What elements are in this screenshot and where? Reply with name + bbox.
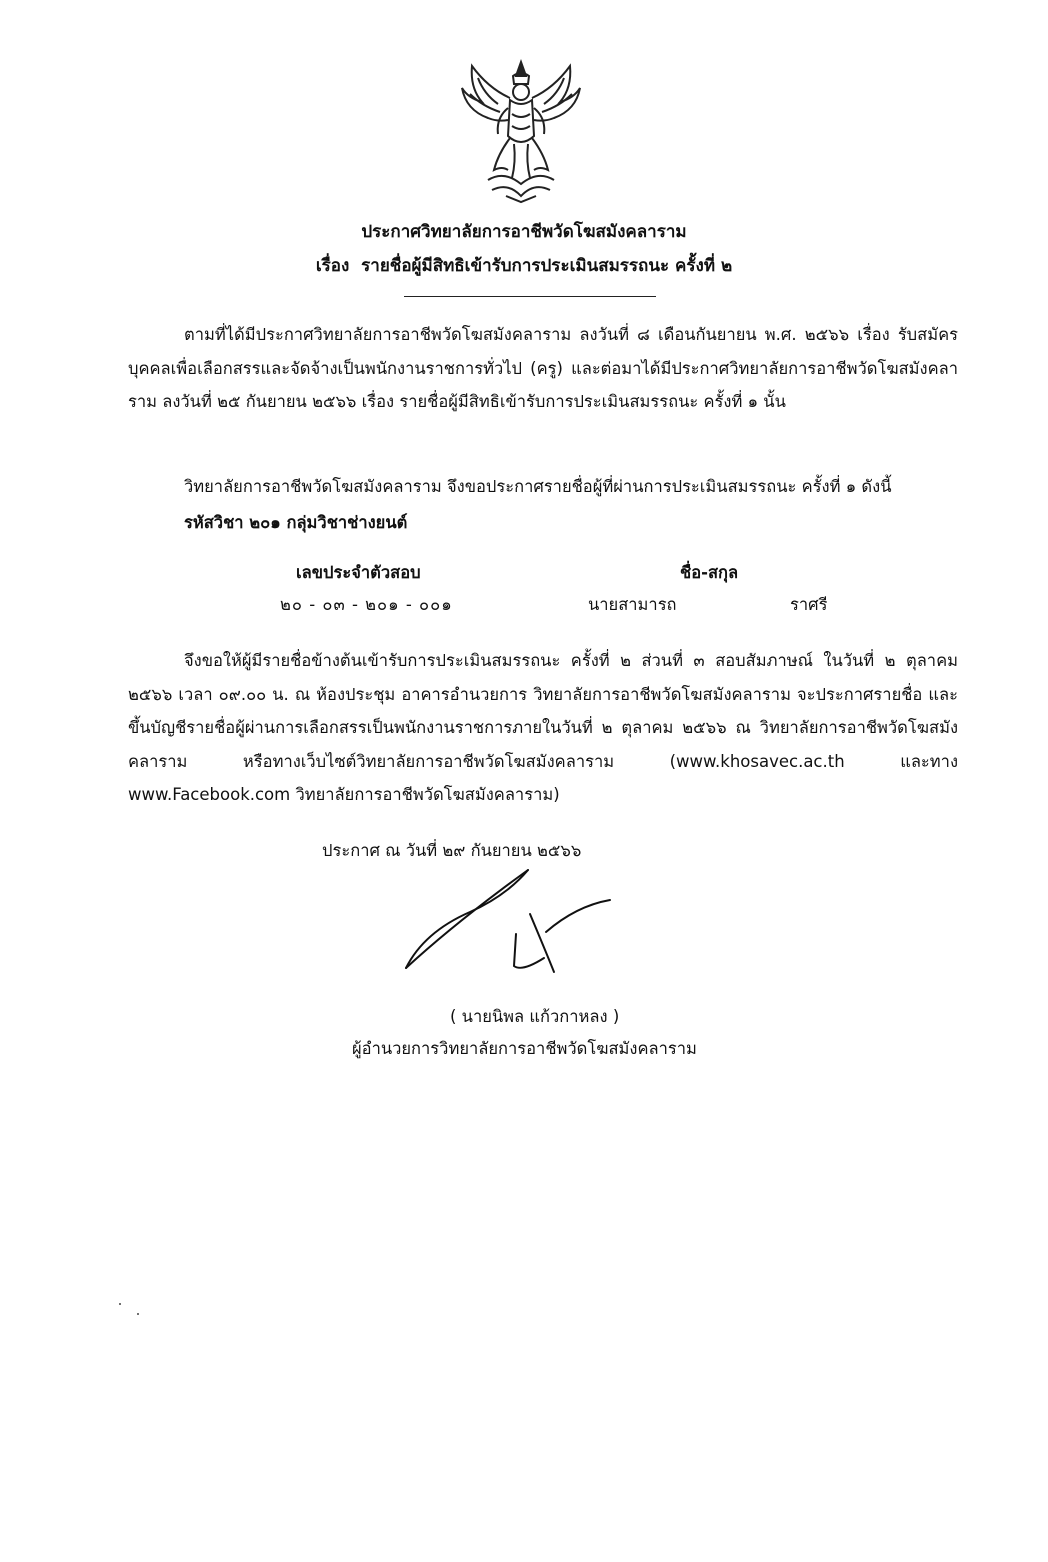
column-header-name: ชื่อ-สกุล <box>680 563 739 582</box>
announce-date: ประกาศ ณ วันที่ ๒๙ กันยายน ๒๕๖๖ <box>322 841 582 860</box>
announcement-subject <box>0 252 1048 279</box>
garuda-emblem-icon <box>458 58 584 204</box>
paragraph-instructions: จึงขอให้ผู้มีรายชื่อข้างต้นเข้ารับการประเมินสมรรถนะ ครั้งที่ ๒ ส่วนที่ ๓ สอบสัมภาษณ์ ในวันที่ ๒ ตุลาคม ๒๕๖๖ เวลา ๐๙.๐๐ น. ณ ห้องประชุม อาคารอำนวยการ วิทยาลัยการอาชีพวัดโฆสมังคลาราม จะประกาศรายชื่อ และขึ้นบัญชีรายชื่อผู้ผ่านการเลือกสรรเป็นพนักงานราชการภายในวันที่ ๒ ตุลาคม ๒๕๖๖ ณ วิทยาลัยการอาชีพวัดโฆสมังคลาราม หรือทางเว็บไซต์วิทยาลัยการอาชีพวัดโฆสมังคลาราม (www.khosavec.ac.th และทาง www.Facebook.com วิทยาลัยการอาชีพวัดโฆสมังคลาราม) <box>128 651 958 804</box>
exam-id-cell: ๒๐ - ๐๓ - ๒๐๑ - ๐๐๑ <box>280 595 453 614</box>
subject-text: รายชื่อผู้มีสิทธิเข้ารับการประเมินสมรรถนะ ครั้งที่ ๒ <box>361 256 733 276</box>
announcement-title: ประกาศวิทยาลัยการอาชีพวัดโฆสมังคลาราม <box>361 222 687 242</box>
subject-label: เรื่อง <box>315 256 350 276</box>
subject-code: รหัสวิชา ๒๐๑ กลุ่มวิชาช่างยนต์ <box>184 513 408 532</box>
column-header-exam-id: เลขประจำตัวสอบ <box>296 563 421 582</box>
first-name-cell: นายสามารถ <box>588 595 677 614</box>
signature-icon <box>396 862 628 980</box>
paragraph-announcement: วิทยาลัยการอาชีพวัดโฆสมังคลาราม จึงขอประกาศรายชื่อผู้ที่ผ่านการประเมินสมรรถนะ ครั้งที่ ๑ ดังนี้ <box>184 477 892 496</box>
last-name-cell: ราศรี <box>790 595 828 614</box>
title-divider <box>404 296 656 297</box>
paragraph-background: ตามที่ได้มีประกาศวิทยาลัยการอาชีพวัดโฆสมังคลาราม ลงวันที่ ๘ เดือนกันยายน พ.ศ. ๒๕๖๖ เรื่อง รับสมัครบุคคลเพื่อเลือกสรรและจัดจ้างเป็นพนักงานราชการทั่วไป (ครู) และต่อมาได้มีประกาศวิทยาลัยการอาชีพวัดโฆสมังคลาราม ลงวันที่ ๒๕ กันยายน ๒๕๖๖ เรื่อง รายชื่อผู้มีสิทธิเข้ารับการประเมินสมรรถนะ ครั้งที่ ๑ นั้น <box>128 325 958 411</box>
signer-name: ( นายนิพล แก้วกาหลง ) <box>450 1007 620 1026</box>
signer-position: ผู้อำนวยการวิทยาลัยการอาชีพวัดโฆสมังคลาราม <box>352 1039 697 1058</box>
scan-specks <box>116 1300 146 1320</box>
